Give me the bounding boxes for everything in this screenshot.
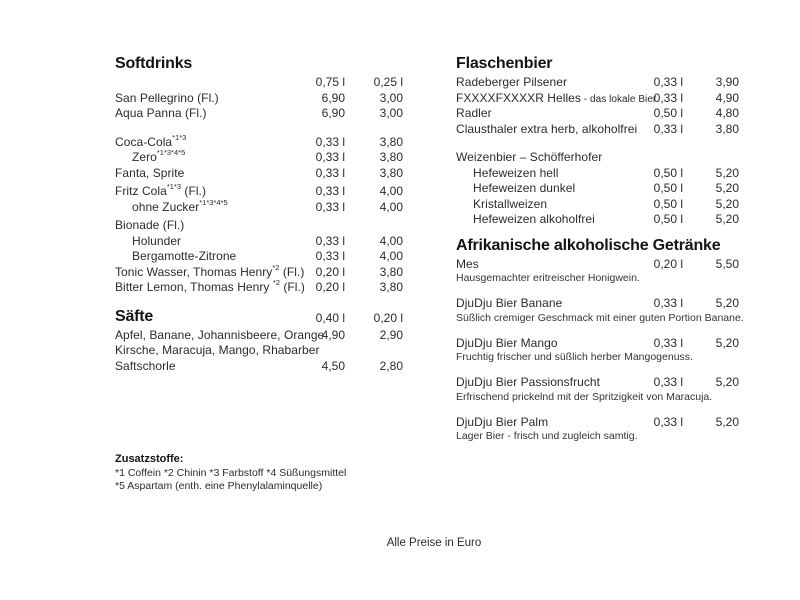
footnote-superscript: *1*3*4*5 — [156, 148, 186, 157]
footnote-line: *1 Coffein *2 Chinin *3 Farbstoff *4 Süßungsmittel — [115, 466, 347, 479]
section-title-row — [115, 307, 403, 327]
section-volume-header: 0,40 l — [315, 310, 345, 325]
item-name: Radler — [456, 106, 492, 120]
menu-row — [456, 212, 739, 228]
price-cell: 3,00 — [379, 90, 403, 105]
item-name: DjuDju Bier Banane — [456, 296, 563, 310]
menu-column-right — [456, 54, 744, 454]
item-name: Kirsche, Maracuja, Mango, Rhabarber — [115, 343, 320, 357]
item-description: Erfrischend prickelnd mit der Spritzigkeit von Maracuja. — [456, 390, 713, 403]
item-name: Bergamotte-Zitrone — [132, 249, 237, 263]
section-title-row — [115, 54, 403, 74]
price-cell: 5,20 — [715, 165, 739, 180]
price-cell: 4,00 — [379, 249, 403, 263]
item-name: Kristallweizen — [473, 196, 548, 211]
volume-cell: 0,33 l — [315, 150, 345, 164]
volume-cell: 0,50 l — [653, 181, 683, 195]
price-cell: 3,00 — [379, 106, 403, 120]
volume-cell: 0,33 l — [315, 184, 345, 198]
item-name: Fritz Cola$^{*1*3}$ (Fl.) — [115, 182, 206, 198]
price-cell: 3,80 — [379, 264, 403, 279]
item-name: Mes — [456, 256, 479, 271]
item-subtext: - das lokale Bier — [580, 93, 657, 105]
volume-cell: 0,20 l — [315, 280, 345, 294]
menu-row — [456, 336, 739, 352]
menu-row — [456, 415, 739, 431]
item-name: FXXXXFXXXXR Helles - das lokale Bier — [456, 90, 657, 105]
volume-cell: 0,33 l — [653, 121, 683, 136]
item-description: Lager Bier - frisch und zugleich samtig. — [456, 430, 638, 442]
price-cell: 3,80 — [379, 165, 403, 180]
item-name: Radeberger Pilsener — [456, 75, 568, 89]
menu-row — [115, 106, 403, 122]
menu-row — [456, 106, 739, 122]
item-name: Tonic Wasser, Thomas Henry$^{*2}$ (Fl.) — [115, 262, 305, 279]
item-name: Hefeweizen hell — [473, 165, 559, 180]
menu-row — [456, 375, 739, 391]
volume-cell: 0,33 l — [653, 414, 683, 429]
item-name: Hefeweizen alkoholfrei — [473, 212, 595, 226]
item-name: San Pellegrino (Fl.) — [115, 90, 219, 105]
menu-row — [115, 280, 403, 296]
item-name: Bitter Lemon, Thomas Henry $^{*2}$ (Fl.) — [115, 278, 305, 294]
menu-row — [456, 296, 739, 312]
menu-section — [115, 54, 403, 296]
menu-row — [115, 166, 403, 182]
price-cell: 5,20 — [715, 196, 739, 211]
footnotes-title: Zusatzstoffe: — [115, 453, 184, 465]
menu-row — [115, 249, 403, 265]
item-name: Saftschorle — [115, 358, 176, 373]
price-cell: 3,90 — [715, 75, 739, 89]
menu-row — [456, 91, 739, 107]
item-name: Weizenbier – Schöfferhofer — [456, 150, 603, 164]
volume-cell: 0,50 l — [653, 106, 683, 120]
footnote-line: *5 Aspartam (enth. eine Phenylalaminquelle) — [115, 480, 323, 492]
additives-footnotes — [115, 453, 346, 494]
price-cell: 5,20 — [715, 296, 739, 310]
price-cell: 3,80 — [379, 134, 403, 149]
menu-row — [456, 257, 739, 273]
item-name: DjuDju Bier Mango — [456, 335, 558, 350]
footnote-superscript: *2 — [272, 262, 280, 272]
item-name: Hefeweizen dunkel — [473, 181, 576, 195]
volume-cell: 0,33 l — [653, 90, 683, 105]
menu-row — [115, 262, 403, 281]
menu-row — [115, 218, 403, 234]
footnote-superscript: *1*3*4*5 — [199, 197, 228, 207]
volume-cell: 0,33 l — [653, 296, 683, 310]
volume-cell: 0,33 l — [653, 75, 683, 89]
volume-cell: 0,33 l — [315, 134, 345, 149]
price-cell: 4,00 — [379, 233, 403, 248]
item-name: Zero$^{*1*3*4*5}$ — [132, 148, 186, 164]
volume-cell: 0,33 l — [653, 375, 683, 389]
menu-row — [115, 184, 403, 200]
price-cell: 0,25 l — [373, 75, 403, 89]
menu-section — [456, 54, 739, 228]
menu-row — [115, 359, 403, 375]
menu-row — [115, 75, 403, 91]
item-name: Holunder — [132, 233, 182, 248]
menu-row — [456, 197, 739, 213]
section-title: Säfte — [115, 307, 154, 325]
price-cell: 2,90 — [379, 327, 403, 342]
section-title: Afrikanische alkoholische Getränke — [456, 236, 721, 254]
section-title: Flaschenbier — [456, 55, 553, 72]
section-title-row — [456, 236, 739, 256]
item-name: Fanta, Sprite — [115, 165, 185, 180]
menu-row — [115, 328, 403, 344]
menu-row — [456, 150, 739, 166]
item-name: ohne Zucker$^{*1*3*4*5}$ — [132, 197, 228, 214]
volume-cell: 4,90 — [321, 327, 345, 342]
volume-cell: 0,20 l — [315, 264, 345, 279]
volume-cell: 0,50 l — [653, 165, 683, 180]
price-cell: 5,20 — [715, 181, 739, 195]
section-title-row — [456, 54, 739, 74]
menu-row — [115, 234, 403, 250]
volume-cell: 4,50 — [321, 358, 345, 373]
menu-row — [456, 181, 739, 197]
section-volume-header: 0,20 l — [373, 310, 403, 325]
item-name: DjuDju Bier Passionsfrucht — [456, 375, 601, 389]
item-name: Coca-Cola$^{*1*3}$ — [115, 132, 187, 149]
footer-note: Alle Preise in Euro — [386, 537, 482, 549]
volume-cell: 0,33 l — [653, 335, 683, 350]
price-cell: 4,90 — [715, 90, 739, 105]
price-cell: 5,20 — [715, 335, 739, 350]
price-cell: 4,00 — [379, 199, 403, 214]
volume-cell: 0,33 l — [315, 249, 345, 263]
volume-cell: 0,50 l — [653, 196, 683, 211]
menu-row — [456, 166, 739, 182]
item-name: Aqua Panna (Fl.) — [115, 106, 207, 120]
item-description: Hausgemachter eritreischer Honigwein. — [456, 272, 640, 284]
volume-cell: 0,33 l — [315, 165, 345, 180]
price-cell: 5,20 — [715, 375, 739, 389]
item-description: Fruchtig frischer und süßlich herber Mangogenuss. — [456, 351, 693, 363]
menu-row — [456, 75, 739, 91]
menu-row — [115, 197, 403, 216]
price-cell: 3,80 — [379, 150, 403, 164]
section-title: Softdrinks — [115, 55, 193, 72]
price-cell: 5,50 — [715, 256, 739, 271]
menu-row — [456, 122, 739, 138]
price-cell: 3,80 — [379, 280, 403, 294]
price-cell: 3,80 — [715, 121, 739, 136]
footnote-superscript: *2 — [272, 278, 280, 287]
item-description: Süßlich cremiger Geschmack mit einer guten Portion Banane. — [456, 311, 744, 324]
item-name: Apfel, Banane, Johannisbeere, Orange — [115, 327, 325, 342]
item-name: Bionade (Fl.) — [115, 218, 185, 232]
volume-cell: 0,75 l — [315, 75, 345, 89]
volume-cell: 6,90 — [321, 106, 345, 120]
menu-row — [115, 91, 403, 107]
item-name: DjuDju Bier Palm — [456, 414, 549, 429]
menu-column-left — [115, 54, 403, 374]
menu-row — [115, 150, 403, 166]
price-cell: 4,00 — [379, 184, 403, 198]
price-cell: 5,20 — [715, 414, 739, 429]
price-cell: 4,80 — [715, 106, 739, 120]
volume-cell: 6,90 — [321, 90, 345, 105]
footnote-superscript: *1*3 — [166, 182, 182, 191]
volume-cell: 0,20 l — [653, 256, 683, 271]
menu-row — [115, 343, 403, 359]
volume-cell: 0,33 l — [315, 199, 345, 214]
footnote-superscript: *1*3 — [172, 132, 187, 142]
item-name: Clausthaler extra herb, alkoholfrei — [456, 121, 638, 136]
menu-section — [456, 236, 744, 444]
price-cell: 5,20 — [715, 212, 739, 226]
menu-section — [115, 307, 403, 375]
volume-cell: 0,33 l — [315, 233, 345, 248]
price-cell: 2,80 — [379, 358, 403, 373]
volume-cell: 0,50 l — [653, 212, 683, 226]
